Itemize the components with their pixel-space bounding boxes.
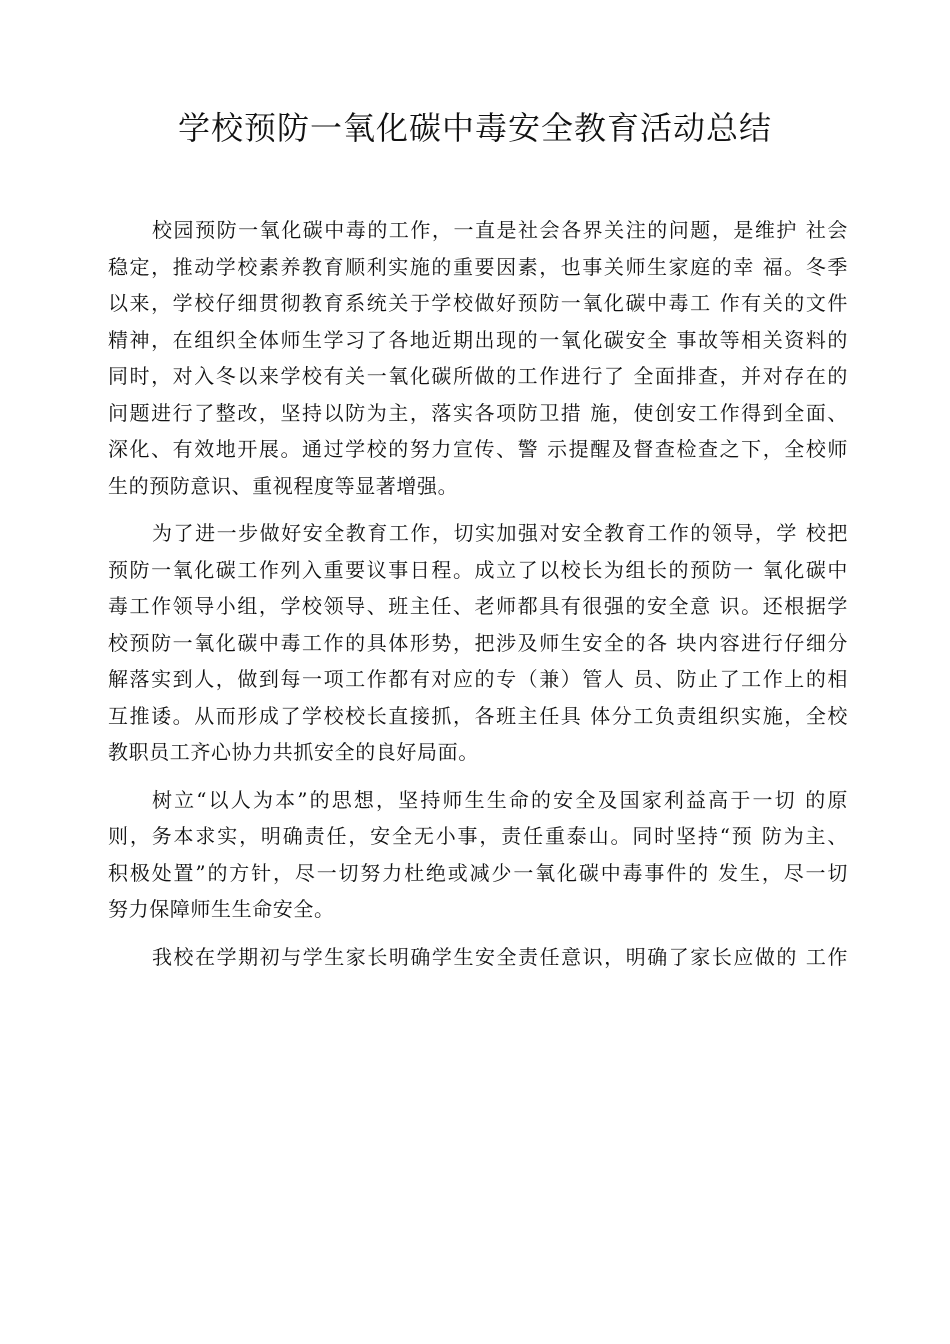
paragraph-line: 深化、有效地开展。通过学校的努力宣传、警 示提醒及督查检查之下，全校师 <box>108 437 848 461</box>
paragraph-line: 精神，在组织全体师生学习了各地近期出现的一氧化碳安全 事故等相关资料的 <box>108 327 848 352</box>
paragraph-3 <box>108 782 848 928</box>
page-title: 学校预防一氧化碳中毒安全教育活动总结 <box>177 109 772 147</box>
paragraph-line: 以来，学校仔细贯彻教育系统关于学校做好预防一氧化碳中毒工 作有关的文件 <box>108 291 848 315</box>
paragraph-line: 教职员工齐心协力共抓安全的良好局面。 <box>108 740 479 764</box>
paragraph-line: 毒工作领导小组，学校领导、班主任、老师都具有很强的安全意 识。还根据学 <box>108 594 848 618</box>
paragraph-line: 校园预防一氧化碳中毒的工作，一直是社会各界关注的问题，是维护 社会 <box>152 218 848 242</box>
paragraph-line: 我校在学期初与学生家长明确学生安全责任意识，明确了家长应做的 工作 <box>152 944 848 969</box>
paragraph-line: 问题进行了整改，坚持以防为主，落实各项防卫措 施，使创安工作得到全面、 <box>108 400 848 425</box>
paragraph-line: 解落实到人，做到每一项工作都有对应的专（兼）管人 员、防止了工作上的相 <box>108 667 848 691</box>
paragraph-4 <box>108 939 848 976</box>
paragraph-line: 生的预防意识、重视程度等显著增强。 <box>108 473 459 498</box>
paragraph-line: 则，务本求实，明确责任，安全无小事，责任重泰山。同时坚持“预 防为主、 <box>108 824 848 848</box>
paragraph-line: 校预防一氧化碳中毒工作的具体形势，把涉及师生安全的各 块内容进行仔细分 <box>108 630 848 655</box>
paragraph-line: 预防一氧化碳工作列入重要议事日程。成立了以校长为组长的预防一 氧化碳中 <box>108 557 848 582</box>
paragraph-line: 互推诿。从而形成了学校校长直接抓，各班主任具 体分工负责组织实施，全校 <box>108 703 848 728</box>
paragraph-line: 稳定，推动学校素养教育顺利实施的重要因素，也事关师生家庭的幸 福。冬季 <box>108 254 848 279</box>
paragraph-line: 努力保障师生生命安全。 <box>108 897 335 921</box>
paragraph-1 <box>108 212 848 504</box>
document-body <box>108 212 848 986</box>
paragraph-line: 同时，对入冬以来学校有关一氧化碳所做的工作进行了 全面排查，并对存在的 <box>108 364 848 388</box>
paragraph-line: 积极处置”的方针，尽一切努力杜绝或减少一氧化碳中毒事件的 发生，尽一切 <box>108 860 848 885</box>
paragraph-line: 为了进一步做好安全教育工作，切实加强对安全教育工作的领导，学 校把 <box>152 521 848 545</box>
paragraph-2 <box>108 515 848 771</box>
paragraph-line: 树立“以人为本”的思想，坚持师生生命的安全及国家利益高于一切 的原 <box>152 787 848 812</box>
